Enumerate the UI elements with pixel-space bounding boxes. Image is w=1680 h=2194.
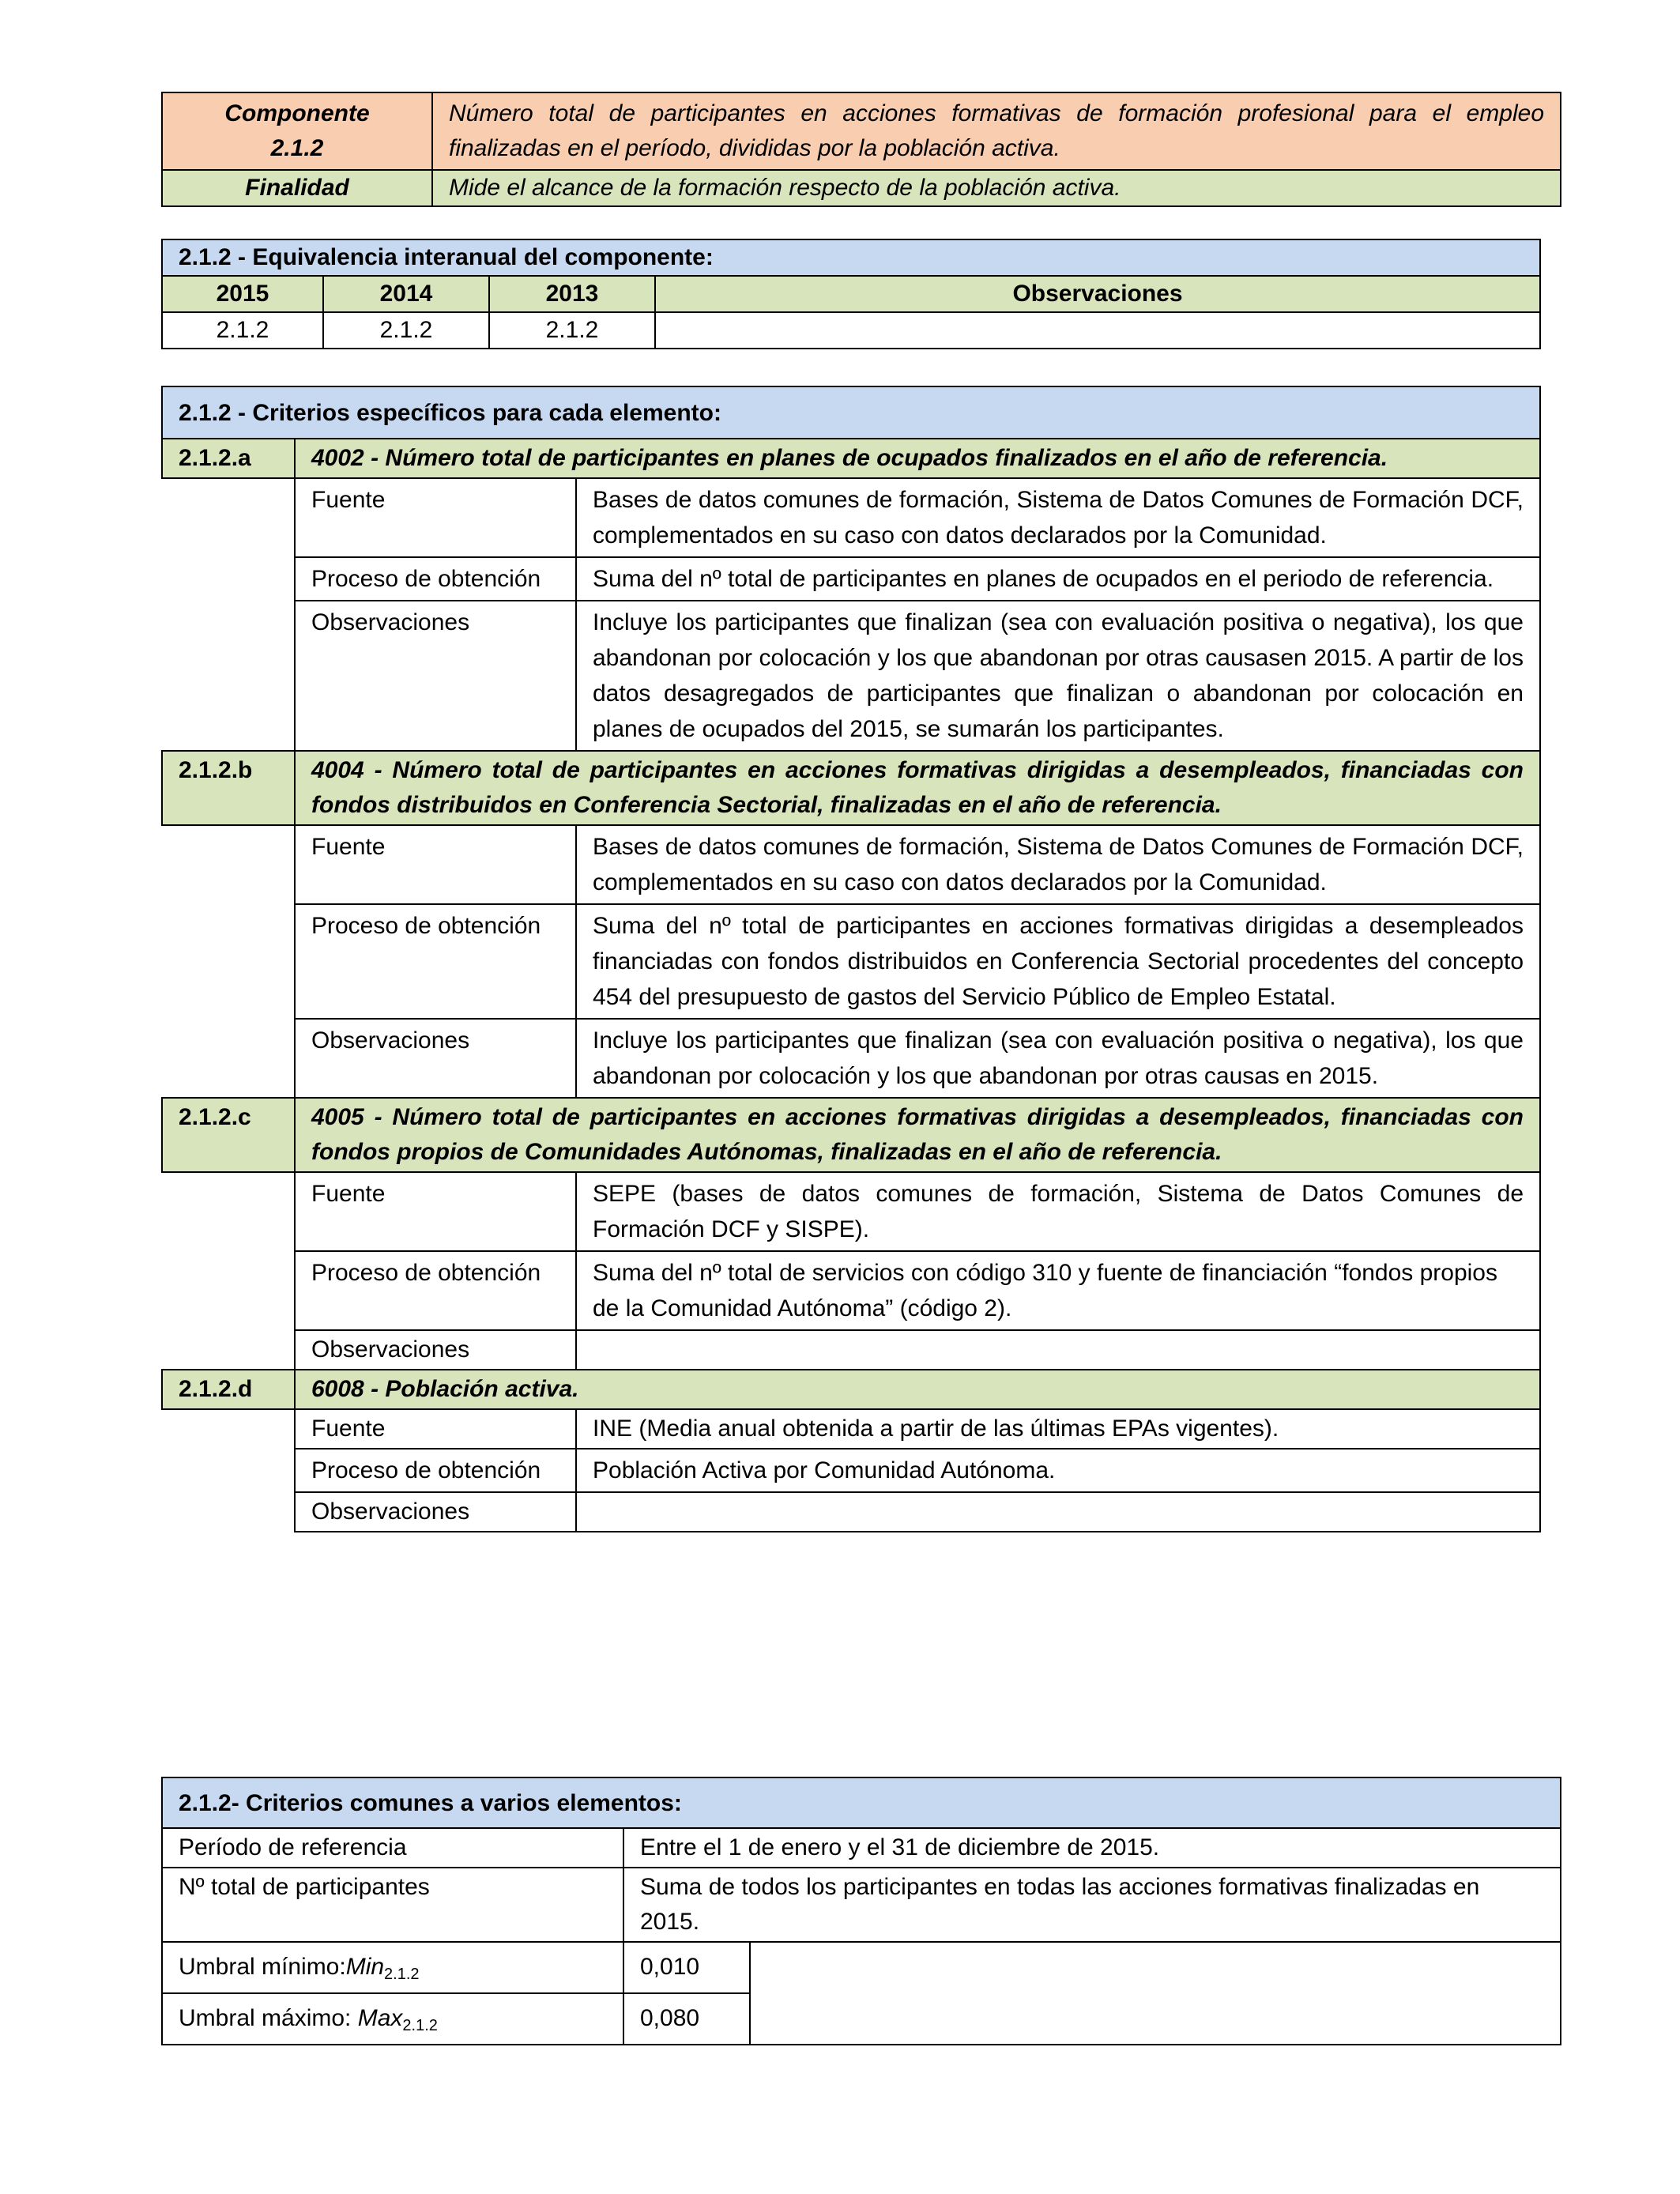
periodo-label: Período de referencia [162,1828,623,1868]
proceso-label: Proceso de obtención [295,1449,576,1492]
proceso-label: Proceso de obtención [295,904,576,1019]
proceso-label: Proceso de obtención [295,557,576,601]
observaciones-label: Observaciones [295,1019,576,1098]
element-code: 2.1.2.a [162,439,295,478]
total-label: Nº total de participantes [162,1868,623,1942]
umbral-blank [750,1942,1561,2045]
fuente-label: Fuente [295,1409,576,1449]
umbral-min-text: Umbral mínimo: [179,1954,346,1980]
indent-cell [162,904,295,1019]
equivalencia-col-2014: 2014 [323,276,489,312]
indent-cell [162,557,295,601]
indent-cell [162,1251,295,1330]
umbral-max-value: 0,080 [623,1993,750,2045]
element-code: 2.1.2.d [162,1370,295,1409]
proceso-value: Población Activa por Comunidad Autónoma. [576,1449,1540,1492]
fuente-label: Fuente [295,1172,576,1251]
element-name: 4002 - Número total de participantes en planes de ocupados finalizados en el año de referencia. [295,439,1540,478]
equivalencia-cell-2014: 2.1.2 [323,312,489,349]
indent-cell [162,825,295,904]
element-name: 6008 - Población activa. [295,1370,1540,1409]
umbral-max-var: Max [357,2005,403,2031]
umbral-min-value: 0,010 [623,1942,750,1993]
observaciones-label: Observaciones [295,1492,576,1532]
element-name: 4004 - Número total de participantes en acciones formativas dirigidas a desempleados, financiadas con fondos distribuidos en Conferencia Sectorial, finalizadas en el año de referencia. [295,751,1540,825]
equivalencia-cell-2015: 2.1.2 [162,312,323,349]
umbral-max-text: Umbral máximo: [179,2005,358,2031]
proceso-label: Proceso de obtención [295,1251,576,1330]
umbral-min-label [162,1942,623,1993]
observaciones-value [576,1492,1540,1532]
componente-label: Componente [224,100,370,126]
indent-cell [162,478,295,557]
fuente-value: Bases de datos comunes de formación, Sistema de Datos Comunes de Formación DCF, complementados en su caso con datos declarados por la Comunidad. [576,825,1540,904]
fuente-value: Bases de datos comunes de formación, Sistema de Datos Comunes de Formación DCF, complementados en su caso con datos declarados por la Comunidad. [576,478,1540,557]
proceso-value: Suma del nº total de participantes en acciones formativas dirigidas a desempleados financiadas con fondos distribuidos en Conferencia Sectorial procedentes del concepto 454 del presupuesto de gastos del Servicio Público de Empleo Estatal. [576,904,1540,1019]
equivalencia-col-2015: 2015 [162,276,323,312]
fuente-label: Fuente [295,478,576,557]
equivalencia-title: 2.1.2 - Equivalencia interanual del componente: [162,239,1540,276]
equivalencia-table [161,239,1541,349]
fuente-value: SEPE (bases de datos comunes de formación, Sistema de Datos Comunes de Formación DCF y SISPE). [576,1172,1540,1251]
indent-cell [162,601,295,751]
equivalencia-cell-observaciones [655,312,1540,349]
observaciones-label: Observaciones [295,601,576,751]
fuente-label: Fuente [295,825,576,904]
indent-cell [162,1019,295,1098]
element-code: 2.1.2.b [162,751,295,825]
proceso-value: Suma del nº total de participantes en planes de ocupados en el periodo de referencia. [576,557,1540,601]
indent-cell [162,1172,295,1251]
observaciones-value: Incluye los participantes que finalizan (sea con evaluación positiva o negativa), los que abandonan por colocación y los que abandonan por otras causasen 2015. A partir de los datos desagregados de participantes que finalizan o abandonan por colocación en planes de ocupados del 2015, se sumarán los participantes. [576,601,1540,751]
umbral-max-sub: 2.1.2 [402,2017,438,2034]
finalidad-text: Mide el alcance de la formación respecto de la población activa. [432,170,1561,206]
criterios-title: 2.1.2 - Criterios específicos para cada elemento: [162,386,1540,439]
observaciones-value: Incluye los participantes que finalizan (sea con evaluación positiva o negativa), los que abandonan por colocación y los que abandonan por otras causas en 2015. [576,1019,1540,1098]
indent-cell [162,1492,295,1532]
componente-text: Número total de participantes en acciones formativas de formación profesional para el empleo finalizadas en el período, divididas por la población activa. [432,92,1561,170]
equivalencia-col-2013: 2013 [489,276,655,312]
indent-cell [162,1409,295,1449]
equivalencia-col-observaciones: Observaciones [655,276,1540,312]
fuente-value: INE (Media anual obtenida a partir de las últimas EPAs vigentes). [576,1409,1540,1449]
criterios-table [161,386,1541,1532]
observaciones-label: Observaciones [295,1330,576,1370]
observaciones-value [576,1330,1540,1370]
componente-label-cell [162,92,432,170]
umbral-min-var: Min [345,1954,385,1980]
periodo-value: Entre el 1 de enero y el 31 de diciembre de 2015. [623,1828,1561,1868]
indent-cell [162,1330,295,1370]
element-code: 2.1.2.c [162,1098,295,1172]
umbral-min-sub: 2.1.2 [384,1966,420,1983]
finalidad-label: Finalidad [162,170,432,206]
element-name: 4005 - Número total de participantes en acciones formativas dirigidas a desempleados, financiadas con fondos propios de Comunidades Autónomas, finalizadas en el año de referencia. [295,1098,1540,1172]
proceso-value: Suma del nº total de servicios con código 310 y fuente de financiación “fondos propios de la Comunidad Autónoma” (código 2). [576,1251,1540,1330]
indent-cell [162,1449,295,1492]
componente-table [161,92,1561,207]
total-value: Suma de todos los participantes en todas las acciones formativas finalizadas en 2015. [623,1868,1561,1942]
equivalencia-cell-2013: 2.1.2 [489,312,655,349]
umbral-max-label [162,1993,623,2045]
comunes-table [161,1777,1561,2045]
componente-code: 2.1.2 [270,135,324,161]
comunes-title: 2.1.2- Criterios comunes a varios elementos: [162,1777,1561,1828]
